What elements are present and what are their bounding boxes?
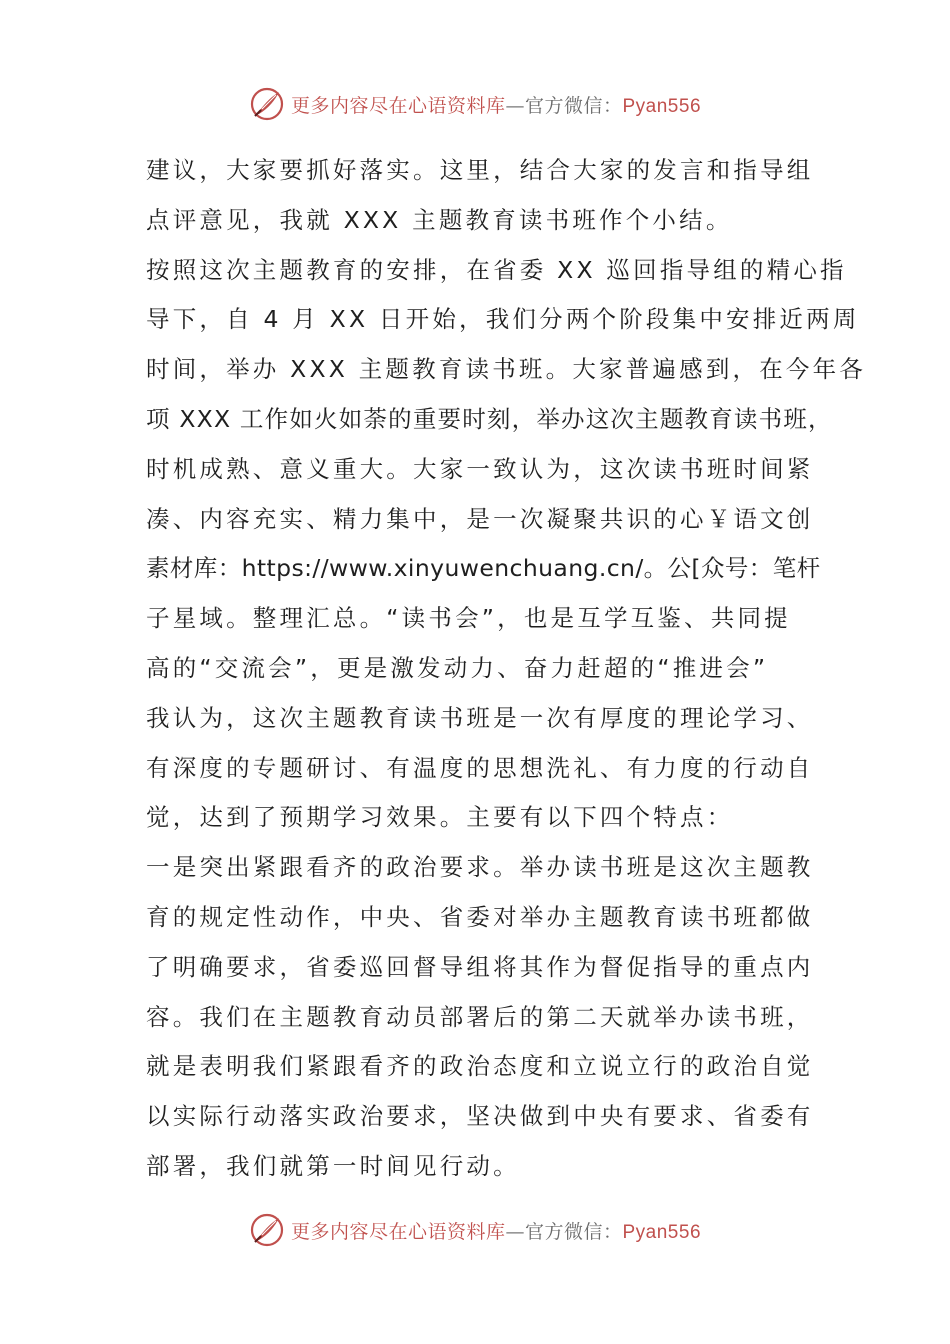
paragraph-line: 觉，达到了预期学习效果。主要有以下四个特点： [146, 803, 734, 832]
paragraph-line: 导下，自 4 月 XX 日开始，我们分两个阶段集中安排近两周 [146, 305, 860, 334]
paragraph-line: 按照这次主题教育的安排，在省委 XX 巡回指导组的精心指 [146, 255, 847, 284]
quill-pen-seal-icon [249, 86, 285, 122]
watermark-wechat-label: 官方微信： [524, 94, 623, 117]
watermark-main-text: 更多内容尽在心语资料库 [290, 94, 506, 117]
paragraph-line: 一是突出紧跟看齐的政治要求。举办读书班是这次主题教 [146, 853, 814, 882]
watermark-separator: — [505, 1220, 525, 1243]
paragraph-line: 我认为，这次主题教育读书班是一次有厚度的理论学习、 [146, 703, 814, 732]
paragraph-line: 高的“交流会”，更是激发动力、奋力赶超的“推进会” [146, 653, 769, 682]
watermark-text [291, 1217, 701, 1244]
paragraph-line: 时间，举办 XXX 主题教育读书班。大家普遍感到，在今年各 [146, 355, 867, 384]
paragraph-line: 子星域。整理汇总。“读书会”，也是互学互鉴、共同提 [146, 604, 791, 633]
paragraph-line: 容。我们在主题教育动员部署后的第二天就举办读书班， [146, 1002, 814, 1031]
header-watermark-banner [0, 84, 950, 124]
watermark-wechat-label: 官方微信： [524, 1220, 623, 1243]
paragraph-line: 育的规定性动作，中央、省委对举办主题教育读书班都做 [146, 902, 814, 931]
watermark-wechat-id: Pyan556 [622, 1221, 702, 1243]
quill-pen-seal-icon [249, 1212, 285, 1248]
paragraph-line: 就是表明我们紧跟看齐的政治态度和立说立行的政治自觉 [146, 1052, 814, 1081]
paragraph-line: 以实际行动落实政治要求，坚决做到中央有要求、省委有 [146, 1102, 814, 1131]
paragraph-line: 项 XXX 工作如火如荼的重要时刻，举办这次主题教育读书班， [146, 404, 833, 433]
watermark-text [291, 91, 701, 118]
paragraph-line: 时机成熟、意义重大。大家一致认为，这次读书班时间紧 [146, 454, 814, 483]
document-body [146, 146, 867, 1192]
watermark-separator: — [505, 94, 525, 117]
paragraph-line: 了明确要求，省委巡回督导组将其作为督促指导的重点内 [146, 952, 814, 981]
paragraph-line: 素材库：https://www.xinyuwenchuang.cn/。公[众号：笔杆 [146, 554, 821, 583]
paragraph-line: 建议，大家要抓好落实。这里，结合大家的发言和指导组 [146, 156, 814, 184]
paragraph-line: 部署，我们就第一时间见行动。 [146, 1151, 520, 1180]
paragraph-line: 有深度的专题研讨、有温度的思想洗礼、有力度的行动自 [146, 753, 814, 782]
watermark-wechat-id: Pyan556 [622, 95, 702, 117]
footer-watermark-banner [0, 1210, 950, 1250]
paragraph-line: 点评意见，我就 XXX 主题教育读书班作个小结。 [146, 205, 733, 234]
watermark-main-text: 更多内容尽在心语资料库 [290, 1220, 506, 1243]
paragraph-line: 凑、内容充实、精力集中，是一次凝聚共识的心￥语文创 [146, 504, 814, 533]
